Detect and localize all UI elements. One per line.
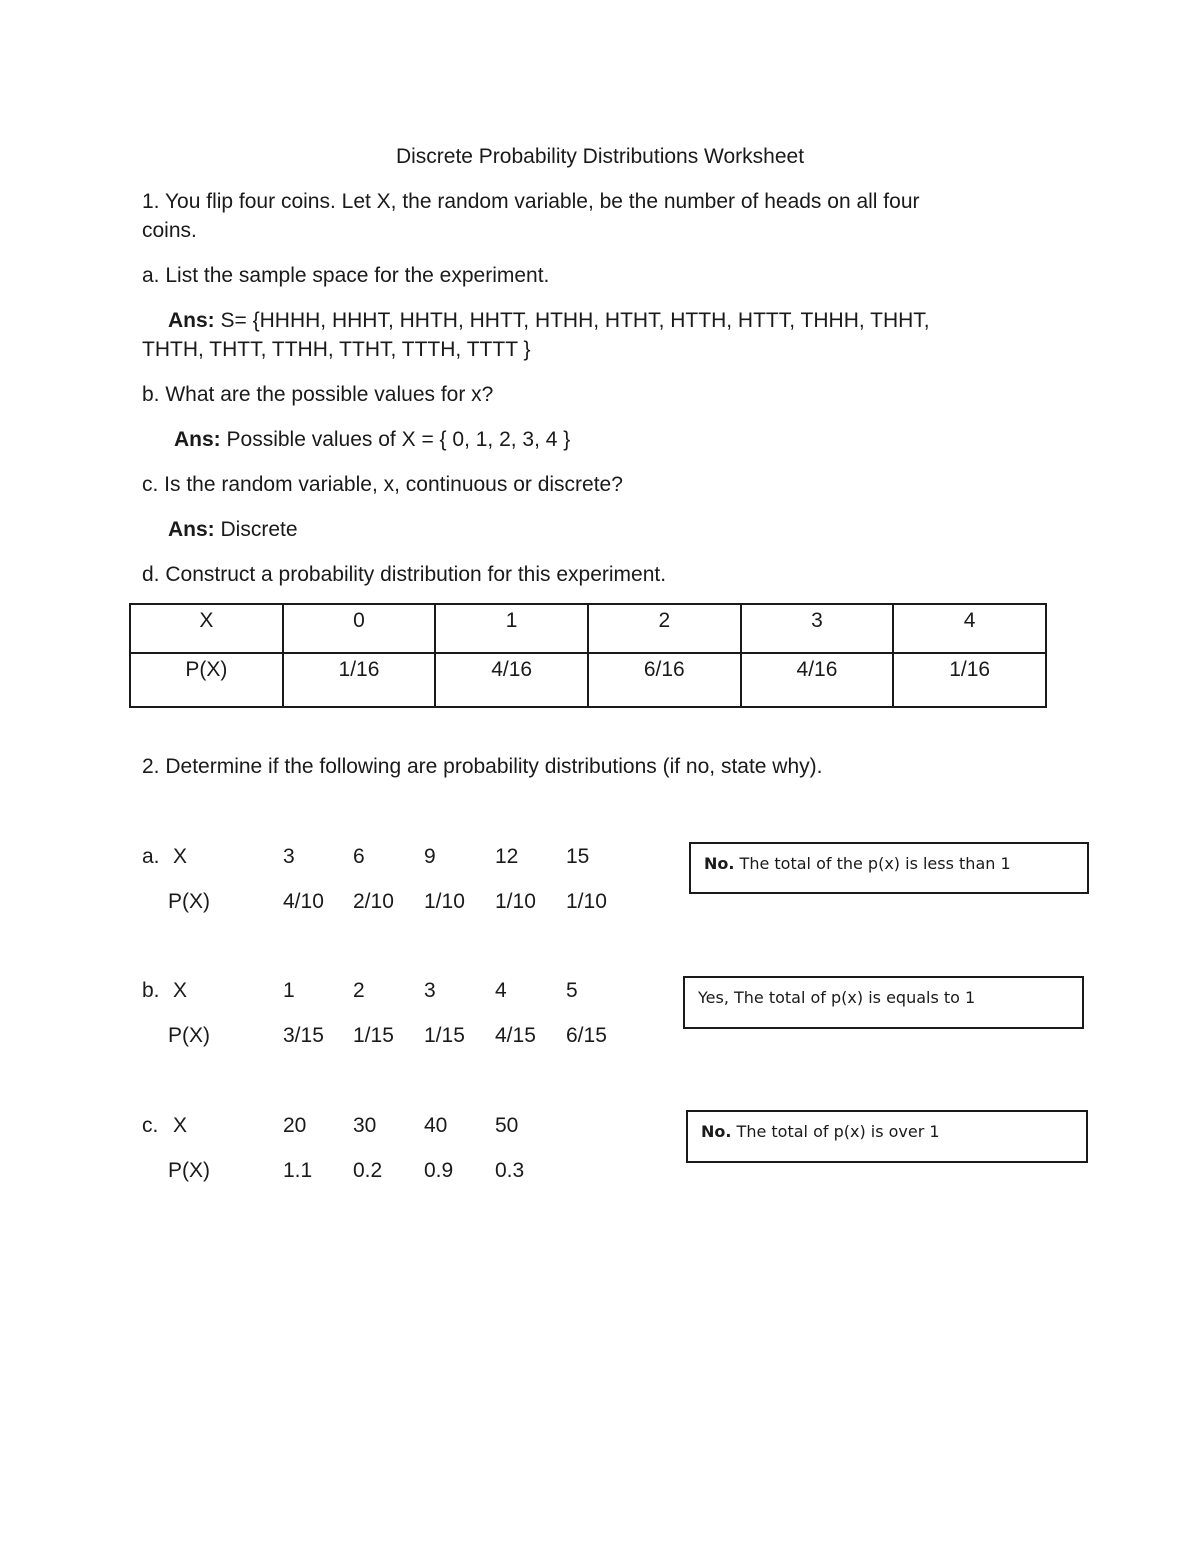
- x-value: 15: [566, 845, 590, 868]
- q2b-answer-box: [683, 976, 1084, 1029]
- table-cell: 4/16: [435, 653, 588, 707]
- p-value: 4/15: [495, 1024, 536, 1047]
- table-cell: X: [130, 604, 283, 653]
- table-cell: P(X): [130, 653, 283, 707]
- probability-distribution-table: [129, 603, 1047, 708]
- x-value: 20: [283, 1114, 307, 1137]
- p-value: 4/10: [283, 890, 324, 913]
- p-value: 0.2: [353, 1159, 383, 1182]
- q1c-answer: [168, 515, 298, 544]
- q2-prompt: 2. Determine if the following are probability distributions (if no, state why).: [142, 755, 823, 778]
- q1a-question: a. List the sample space for the experiment.: [142, 264, 550, 287]
- ans-label: Ans:: [168, 518, 215, 541]
- table-cell: 0: [283, 604, 436, 653]
- x-value: 6: [353, 845, 365, 868]
- p-label: P(X): [168, 1024, 210, 1047]
- q2a-answer-box: [689, 842, 1089, 894]
- answer-bold: No.: [704, 854, 735, 873]
- x-value: 9: [424, 845, 436, 868]
- p-value: 1/10: [424, 890, 465, 913]
- x-value: 30: [353, 1114, 377, 1137]
- x-value: 50: [495, 1114, 519, 1137]
- x-value: 12: [495, 845, 519, 868]
- x-value: 1: [283, 979, 295, 1002]
- p-label: P(X): [168, 890, 210, 913]
- q1a-answer-line1: [168, 306, 930, 335]
- page-title: Discrete Probability Distributions Worksheet: [395, 145, 805, 168]
- p-value: 0.3: [495, 1159, 525, 1182]
- q1a-answer-line2: THTH, THTT, TTHH, TTHT, TTTH, TTTT }: [142, 338, 531, 361]
- table-cell: 1/16: [283, 653, 436, 707]
- q1d-question: d. Construct a probability distribution for this experiment.: [142, 563, 667, 586]
- answer-text: The total of the p(x) is less than 1: [734, 854, 1011, 873]
- x-value: 4: [495, 979, 507, 1002]
- x-label: X: [173, 1114, 188, 1137]
- table-cell: 6/16: [588, 653, 741, 707]
- q2b-label: b.: [142, 979, 160, 1002]
- x-value: 40: [424, 1114, 448, 1137]
- p-value: 2/10: [353, 890, 394, 913]
- table-cell: 2: [588, 604, 741, 653]
- p-value: 1/15: [353, 1024, 394, 1047]
- q1a-answer-text: S= {HHHH, HHHT, HHTH, HHTT, HTHH, HTHT, HTTH, HTTT, THHH, THHT,: [214, 309, 930, 332]
- table-cell: 1: [435, 604, 588, 653]
- p-value: 1/10: [566, 890, 607, 913]
- ans-label: Ans:: [168, 309, 215, 332]
- answer-bold: No.: [701, 1122, 732, 1141]
- q1-prompt-line1: 1. You flip four coins. Let X, the random variable, be the number of heads on all four: [142, 190, 920, 213]
- x-value: 5: [566, 979, 578, 1002]
- p-value: 1/15: [424, 1024, 465, 1047]
- q1b-answer: [174, 425, 570, 454]
- q1-prompt-line2: coins.: [142, 219, 197, 242]
- p-value: 1.1: [283, 1159, 313, 1182]
- p-value: 1/10: [495, 890, 536, 913]
- table-row-x: [130, 604, 1046, 653]
- x-label: X: [173, 979, 188, 1002]
- ans-label: Ans:: [174, 428, 221, 451]
- answer-text: The total of p(x) is over 1: [731, 1122, 940, 1141]
- q1c-question: c. Is the random variable, x, continuous or discrete?: [142, 473, 623, 496]
- p-label: P(X): [168, 1159, 210, 1182]
- q1c-answer-text: Discrete: [214, 518, 298, 541]
- q2c-answer-box: [686, 1110, 1088, 1163]
- q2a-label: a.: [142, 845, 160, 868]
- x-value: 3: [283, 845, 295, 868]
- x-label: X: [173, 845, 188, 868]
- answer-text: Yes, The total of p(x) is equals to 1: [698, 988, 976, 1007]
- p-value: 6/15: [566, 1024, 607, 1047]
- p-value: 3/15: [283, 1024, 324, 1047]
- table-cell: 3: [741, 604, 894, 653]
- table-cell: 4/16: [741, 653, 894, 707]
- x-value: 3: [424, 979, 436, 1002]
- x-value: 2: [353, 979, 365, 1002]
- table-cell: 4: [893, 604, 1046, 653]
- q2c-label: c.: [142, 1114, 159, 1137]
- table-cell: 1/16: [893, 653, 1046, 707]
- p-value: 0.9: [424, 1159, 454, 1182]
- q1b-question: b. What are the possible values for x?: [142, 383, 494, 406]
- q1b-answer-text: Possible values of X = { 0, 1, 2, 3, 4 }: [220, 428, 571, 451]
- table-row-px: [130, 653, 1046, 707]
